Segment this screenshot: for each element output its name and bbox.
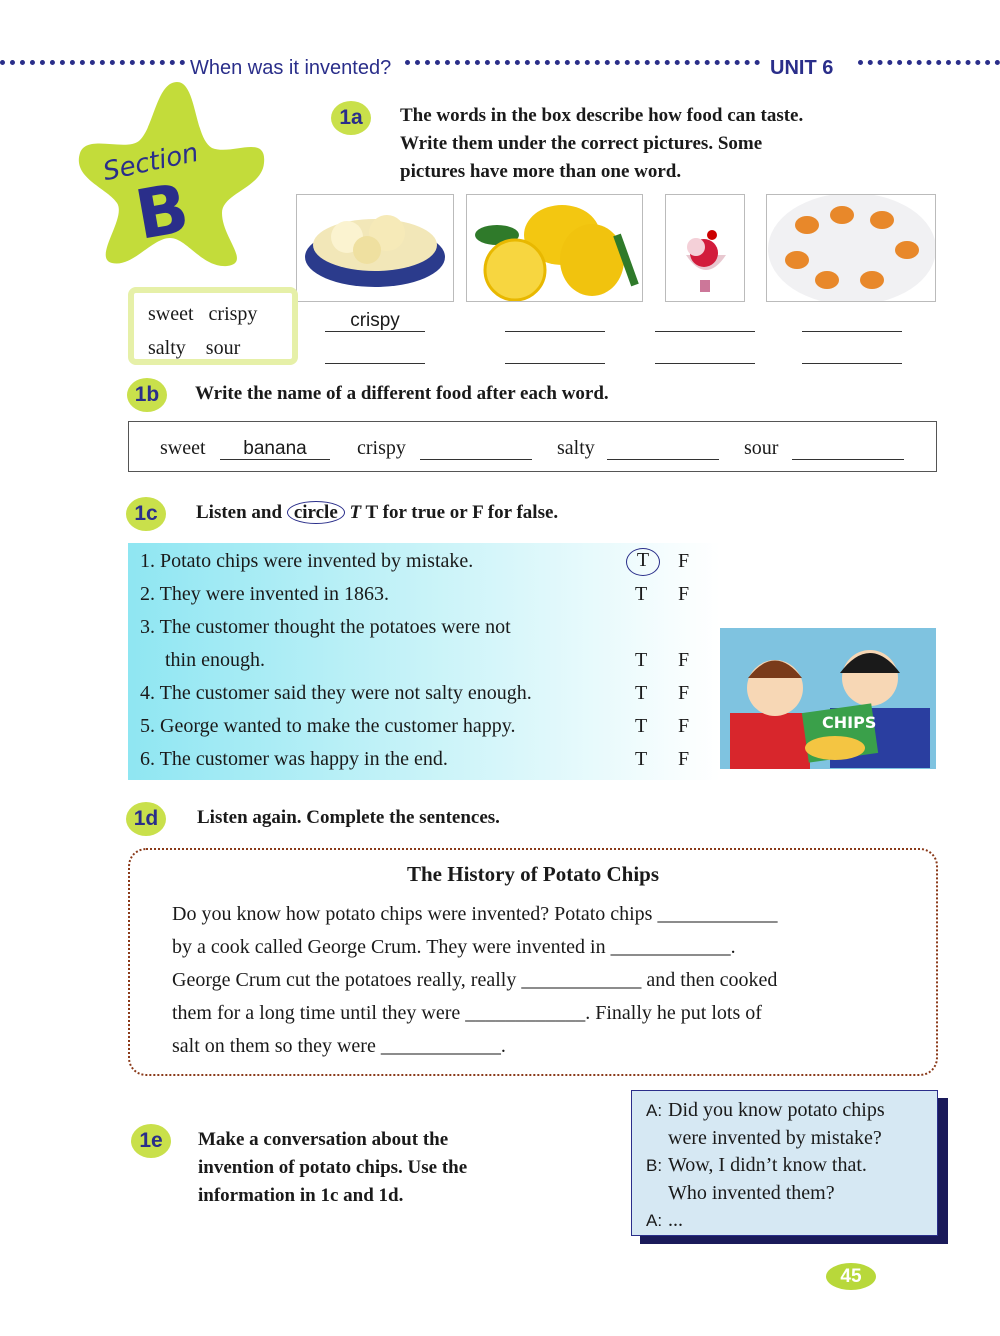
false-option[interactable]: F xyxy=(678,715,690,737)
statement: 3. The customer thought the potatoes were not xyxy=(140,616,511,638)
word: sour xyxy=(744,437,779,459)
true-option[interactable]: T xyxy=(635,682,648,704)
ice-cream-picture xyxy=(665,194,745,302)
circle-example: circle xyxy=(287,501,345,524)
statement: 5. George wanted to make the customer happy. xyxy=(140,715,516,737)
word: crispy xyxy=(357,437,406,459)
answer-blank[interactable] xyxy=(505,342,605,364)
answer-blank[interactable]: banana xyxy=(220,438,330,460)
exercise-1a-badge: 1a xyxy=(331,101,371,135)
chapter-title: When was it invented? xyxy=(190,57,392,79)
header-dots xyxy=(858,60,1000,74)
kids-with-chips-picture xyxy=(720,628,936,769)
word: crispy xyxy=(208,303,258,325)
false-option[interactable]: F xyxy=(678,682,690,704)
word: salty xyxy=(148,337,186,359)
false-option[interactable]: F xyxy=(678,583,690,605)
text-line: by a cook called George Crum. They were invented in ____________. xyxy=(172,936,736,958)
statement: 2. They were invented in 1863. xyxy=(140,583,390,605)
dialogue-line: B: Wow, I didn’t know that. xyxy=(646,1154,867,1176)
section-label: Section xyxy=(100,137,202,188)
dialogue-line: were invented by mistake? xyxy=(668,1126,882,1149)
unit-label: UNIT 6 xyxy=(770,57,834,79)
answer-blank[interactable] xyxy=(420,438,532,460)
dialogue-box xyxy=(631,1090,938,1236)
statement: thin enough. xyxy=(165,649,265,671)
answer-blank[interactable]: crispy xyxy=(325,310,425,332)
word: sweet xyxy=(160,437,206,459)
exercise-1e-instruction: Make a conversation about the invention of potato chips. Use the information in 1c and 1d. xyxy=(198,1129,468,1206)
answer-blank[interactable] xyxy=(505,310,605,332)
false-option[interactable]: F xyxy=(678,748,690,770)
section-star-icon xyxy=(72,78,268,268)
exercise-1a-instruction: The words in the box describe how food can taste. Write them under the correct pictures. Some pictures have more than one word. xyxy=(400,105,804,182)
text-line: salt on them so they were ____________. xyxy=(172,1035,506,1057)
exercise-1c-instruction: Listen and circle T T for true or F for false. xyxy=(196,502,559,523)
true-option[interactable]: T xyxy=(635,715,648,737)
history-title: The History of Potato Chips xyxy=(407,862,659,886)
statement: 4. The customer said they were not salty enough. xyxy=(140,682,532,704)
answer-blank[interactable] xyxy=(655,310,755,332)
word: sweet xyxy=(148,303,194,325)
salted-eggs-picture xyxy=(766,194,936,302)
word-box xyxy=(128,287,298,365)
text-line: them for a long time until they were ____________. Finally he put lots of xyxy=(172,1002,762,1024)
potato-chips-picture xyxy=(296,194,454,302)
header-dots xyxy=(0,60,185,74)
section-letter: B xyxy=(129,169,195,256)
answer-blank[interactable] xyxy=(802,310,902,332)
word: sour xyxy=(205,337,241,359)
false-option[interactable]: F xyxy=(678,649,690,671)
exercise-1b-instruction: Write the name of a different food after each word. xyxy=(195,383,609,404)
exercise-1b-badge: 1b xyxy=(127,378,167,412)
exercise-1c-badge: 1c xyxy=(126,497,166,531)
header-dots xyxy=(405,60,760,74)
exercise-1d-badge: 1d xyxy=(126,802,166,836)
dialogue-line: A: ... xyxy=(646,1209,683,1231)
true-option[interactable]: T xyxy=(635,649,648,671)
exercise-1e-badge: 1e xyxy=(131,1124,171,1158)
answer-blank[interactable] xyxy=(607,438,719,460)
word: salty xyxy=(557,437,595,459)
text-line: George Crum cut the potatoes really, really ____________ and then cooked xyxy=(172,969,778,991)
answer-blank[interactable] xyxy=(792,438,904,460)
statement: 6. The customer was happy in the end. xyxy=(140,748,448,770)
true-option-circled[interactable]: T xyxy=(626,548,660,576)
true-option[interactable]: T xyxy=(635,583,648,605)
answer-blank[interactable] xyxy=(325,342,425,364)
false-option[interactable]: F xyxy=(678,550,690,572)
answer-blank[interactable] xyxy=(802,342,902,364)
true-option[interactable]: T xyxy=(635,748,648,770)
chips-bag-label: CHIPS xyxy=(822,713,877,732)
dialogue-line: A: Did you know potato chips xyxy=(646,1099,885,1121)
text-line: Do you know how potato chips were invented? Potato chips ____________ xyxy=(172,903,778,925)
exercise-1d-instruction: Listen again. Complete the sentences. xyxy=(197,807,500,828)
dialogue-line: Who invented them? xyxy=(668,1181,835,1204)
page-number: 45 xyxy=(826,1263,876,1290)
lemons-picture xyxy=(466,194,643,302)
answer-blank[interactable] xyxy=(655,342,755,364)
statement: 1. Potato chips were invented by mistake. xyxy=(140,550,474,572)
